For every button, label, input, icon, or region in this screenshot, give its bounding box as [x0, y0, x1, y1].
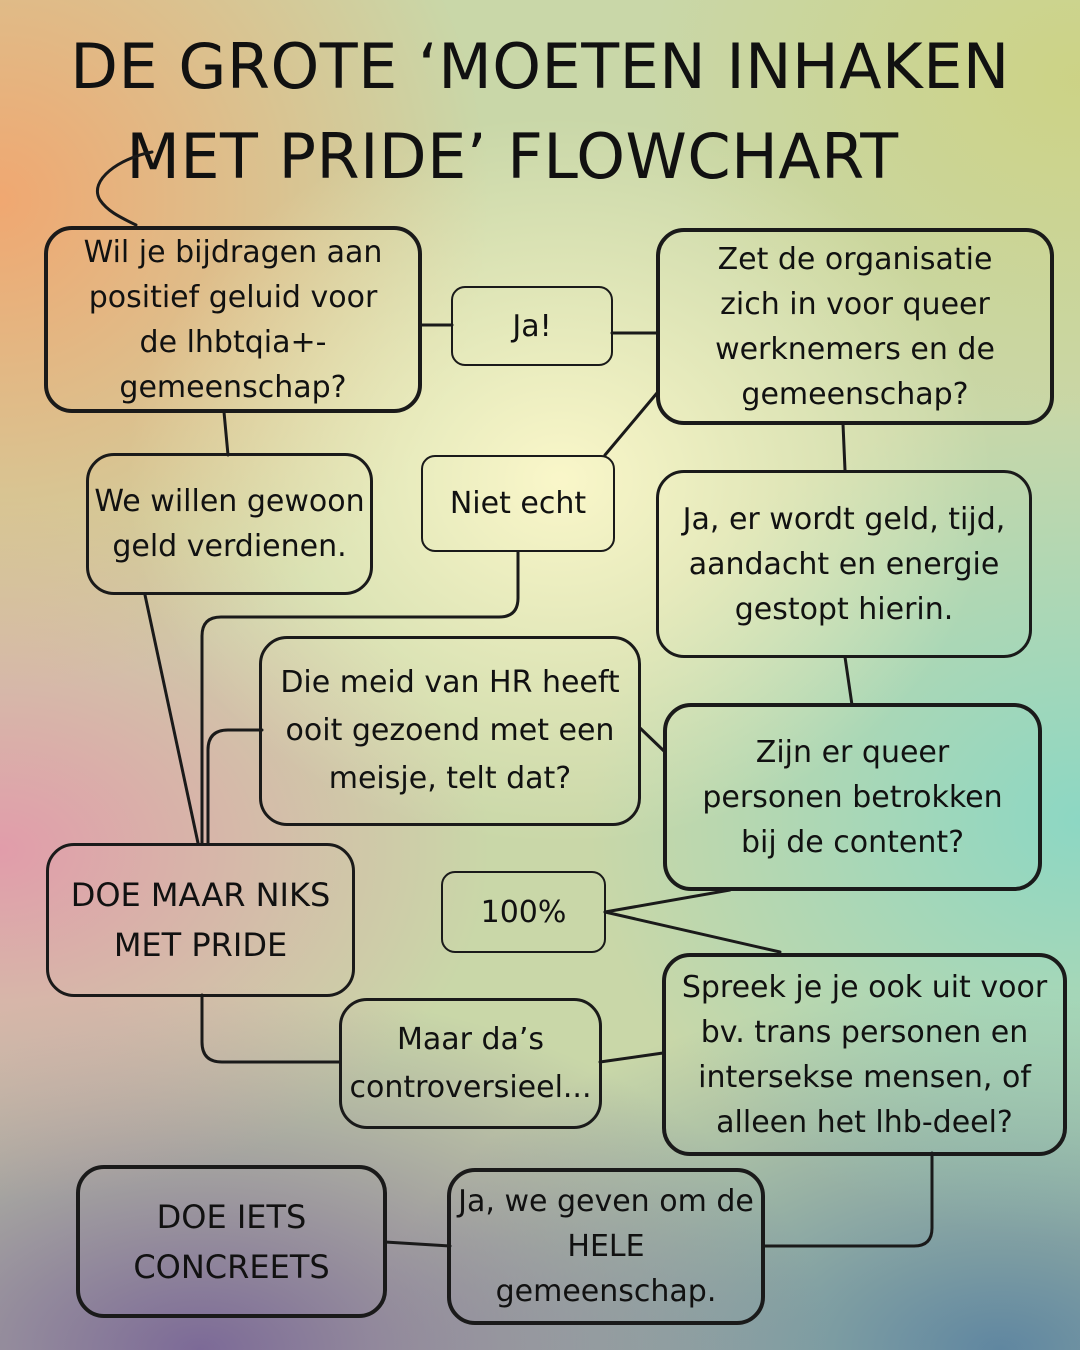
connector-commit-yes-to-queer: [845, 657, 852, 705]
connector-question-to-money: [224, 412, 228, 455]
connector-queer-to-hundred: [605, 890, 730, 912]
connector-whole-to-do-concrete: [385, 1242, 450, 1246]
connector-commit-to-commit-yes: [843, 424, 845, 470]
question-trans-and-intersex: Spreek je je ook uit voor bv. trans personen en intersekse mensen, of alleen het lhb-deel?: [662, 953, 1067, 1156]
question-organisation-commitment: Zet de organisatie zich in voor queer werknemers en de gemeenschap?: [656, 228, 1054, 425]
answer-just-make-money: We willen gewoon geld verdienen.: [86, 453, 373, 595]
answer-controversial: Maar da’s controversieel...: [339, 998, 602, 1129]
answer-money-time-energy: Ja, er wordt geld, tijd, aandacht en energie gestopt hierin.: [656, 470, 1032, 658]
connector-commit-to-not-really: [605, 393, 657, 455]
connector-hr-to-queer: [640, 728, 665, 752]
connector-controversial-to-do-nothing: [202, 995, 340, 1062]
outcome-do-something-concrete: DOE IETS CONCREETS: [76, 1165, 387, 1318]
question-queer-people-involved: Zijn er queer personen betrokken bij de content?: [663, 703, 1042, 891]
connector-hr-to-do-nothing: [208, 730, 262, 843]
answer-whole-community: Ja, we geven om de HELE gemeenschap.: [447, 1168, 765, 1325]
connector-title-to-first-question: [97, 152, 152, 225]
answer-yes: Ja!: [451, 286, 613, 366]
answer-not-really: Niet echt: [421, 455, 615, 552]
answer-hr-girl: Die meid van HR heeft ooit gezoend met een meisje, telt dat?: [259, 636, 641, 826]
title-line-2: MET PRIDE’ FLOWCHART: [126, 120, 899, 193]
outcome-do-nothing-with-pride: DOE MAAR NIKS MET PRIDE: [46, 843, 355, 997]
question-positive-sound: Wil je bijdragen aan positief geluid voor de lhbtqia+-gemeenschap?: [44, 226, 422, 413]
title-line-1: DE GROTE ‘MOETEN INHAKEN: [70, 30, 1010, 103]
connector-trans-to-controversial: [600, 1053, 663, 1062]
connector-money-to-do-nothing: [145, 595, 198, 843]
connector-hundred-to-trans: [605, 912, 780, 952]
connector-trans-to-whole: [763, 1153, 932, 1246]
answer-hundred-percent: 100%: [441, 871, 606, 953]
